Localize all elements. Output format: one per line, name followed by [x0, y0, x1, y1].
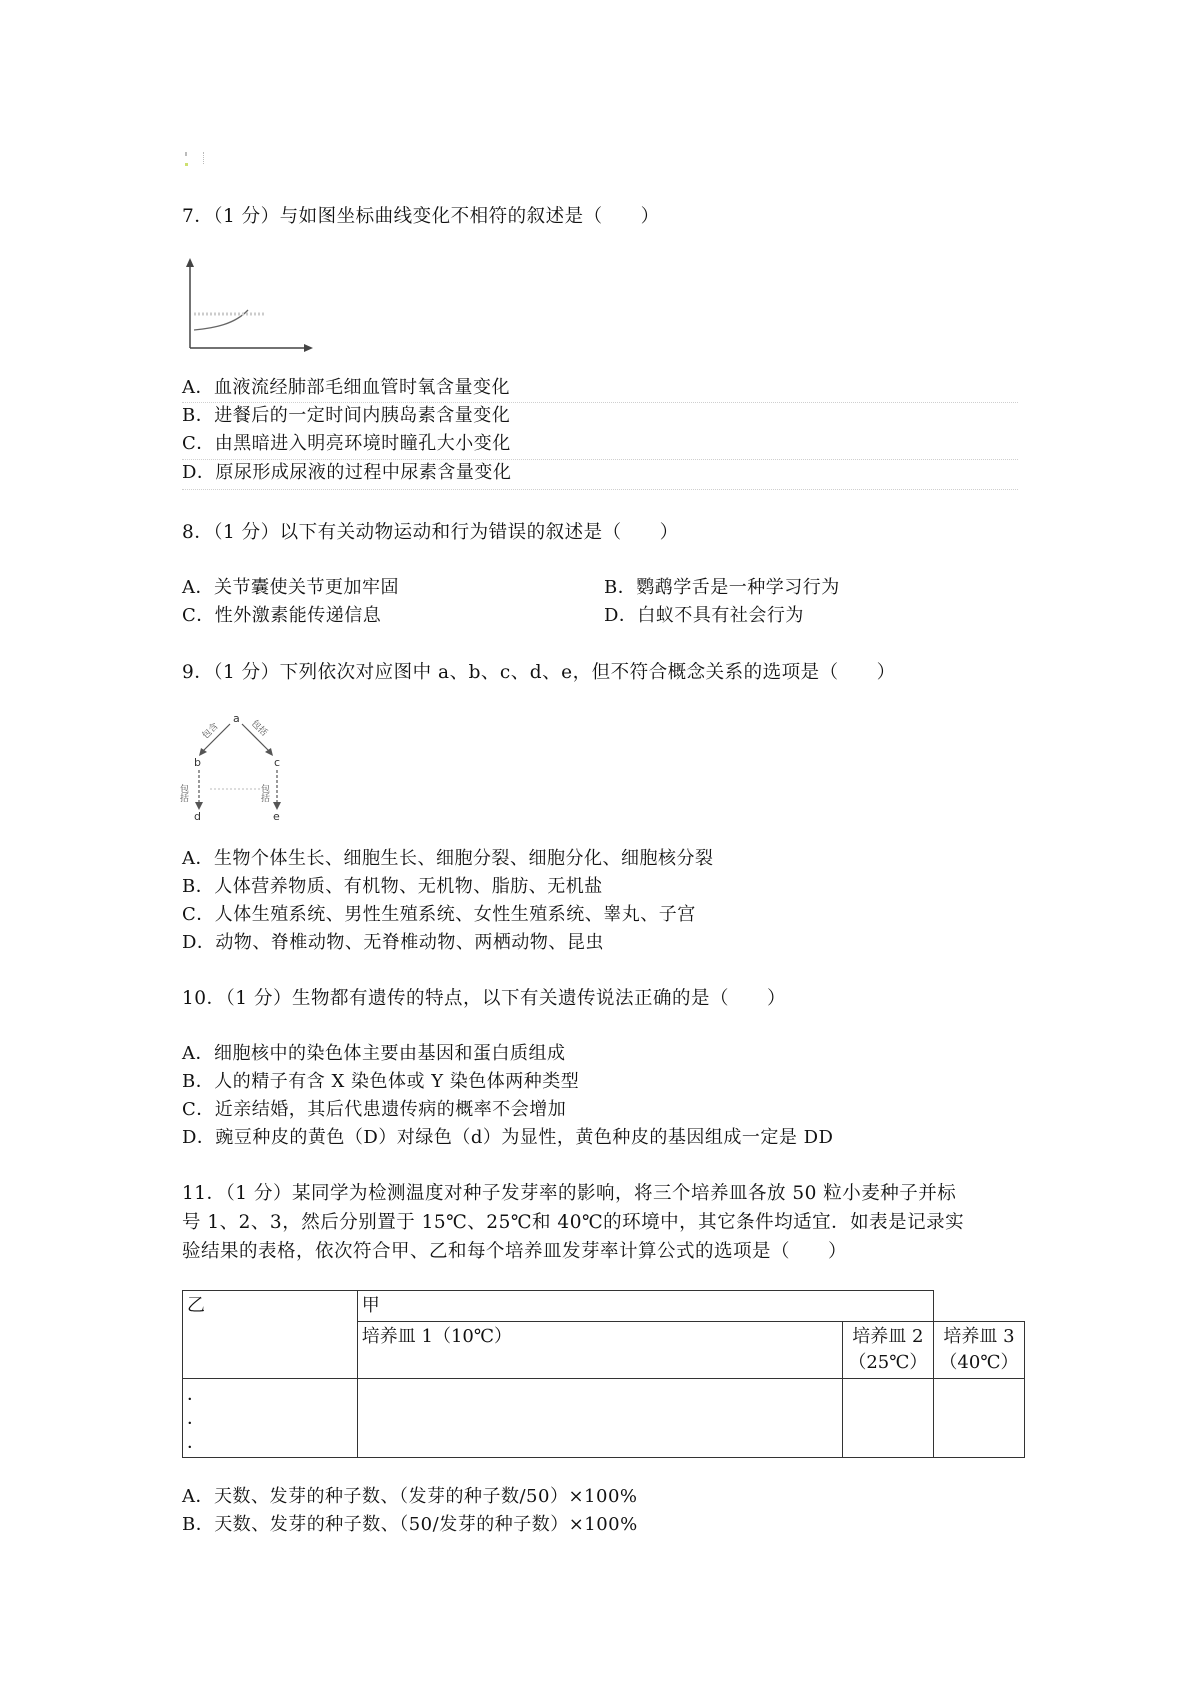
q8-option-b: B．鹦鹉学舌是一种学习行为: [604, 577, 840, 598]
question-9-stem: 9．（1 分）下列依次对应图中 a、b、c、d、e，但不符合概念关系的选项是（ ）: [182, 662, 896, 683]
node-a: a: [233, 712, 240, 725]
q11-option-b: B．天数、发芽的种子数、（50/发芽的种子数）×100%: [182, 1514, 638, 1535]
q10-option-d: D．豌豆种皮的黄色（D）对绿色（d）为显性，黄色种皮的基因组成一定是 DD: [182, 1127, 834, 1148]
q8-option-d: D．白蚁不具有社会行为: [604, 605, 804, 626]
header-dish-1: 培养皿 1（10℃）: [357, 1322, 842, 1379]
empty-cell: [842, 1379, 933, 1458]
question-8-stem: 8．（1 分）以下有关动物运动和行为错误的叙述是（ ）: [182, 522, 679, 543]
question-11-stem-line-2: 号 1、2、3，然后分别置于 15℃、25℃和 40℃的环境中，其它条件均适宜．如表是记录实: [182, 1212, 965, 1233]
dish-2-name: 培养皿 2: [852, 1326, 924, 1347]
left-down-label: 包括: [178, 784, 188, 802]
ellipsis-cell: [183, 1379, 358, 1458]
node-d: d: [194, 810, 201, 823]
dot-3: ．: [187, 1432, 205, 1453]
q9-concept-diagram: [178, 712, 292, 823]
q7-option-a: A．血液流经肺部毛细血管时氧含量变化: [182, 377, 510, 398]
q11-record-table: [182, 1290, 1025, 1458]
header-jia: 甲: [357, 1291, 933, 1322]
q8-option-c: C．性外激素能传递信息: [182, 605, 382, 626]
question-11-stem-line-1: 11．（1 分）某同学为检测温度对种子发芽率的影响，将三个培养皿各放 50 粒小麦种子并标: [182, 1183, 957, 1204]
question-10-stem: 10．（1 分）生物都有遗传的特点，以下有关遗传说法正确的是（ ）: [182, 988, 786, 1009]
dot-2: ．: [187, 1408, 205, 1429]
q9-option-d: D．动物、脊椎动物、无脊椎动物、两栖动物、昆虫: [182, 932, 604, 953]
q7-y-axis-arrow: [186, 258, 194, 267]
question-7-stem: 7．（1 分）与如图坐标曲线变化不相符的叙述是（ ）: [182, 206, 660, 227]
dish-2-temp: （25℃）: [848, 1352, 928, 1373]
q10-option-a: A．细胞核中的染色体主要由基因和蛋白质组成: [182, 1043, 566, 1064]
q9-option-a: A．生物个体生长、细胞生长、细胞分裂、细胞分化、细胞核分裂: [182, 848, 714, 869]
header-dish-2: [842, 1322, 933, 1379]
header-dish-3: [933, 1322, 1024, 1379]
corner-marks: [183, 150, 213, 174]
node-b: b: [194, 756, 201, 769]
header-yi: 乙: [183, 1291, 358, 1379]
dot-1: ．: [187, 1384, 205, 1405]
question-11-stem-line-3: 验结果的表格，依次符合甲、乙和每个培养皿发芽率计算公式的选项是（ ）: [182, 1241, 848, 1262]
dish-3-name: 培养皿 3: [943, 1326, 1015, 1347]
q7-curve-graph: [180, 258, 315, 353]
empty-cell: [933, 1379, 1024, 1458]
q7-option-c: C．由黑暗进入明亮环境时瞳孔大小变化: [182, 433, 511, 454]
q7-x-axis-arrow: [304, 344, 313, 352]
q9-option-c: C．人体生殖系统、男性生殖系统、女性生殖系统、睾丸、子宫: [182, 904, 696, 925]
q10-option-b: B．人的精子有含 X 染色体或 Y 染色体两种类型: [182, 1071, 580, 1092]
dish-3-temp: （40℃）: [939, 1352, 1019, 1373]
table-row: [183, 1291, 1025, 1322]
q8-option-a: A．关节囊使关节更加牢固: [182, 577, 399, 598]
node-e: e: [273, 810, 280, 823]
divider: [182, 489, 1018, 490]
right-relation-label: 包括: [249, 718, 269, 739]
empty-cell: [357, 1379, 842, 1458]
empty-corner: [933, 1291, 1024, 1322]
node-c: c: [274, 756, 281, 769]
q7-option-b: B．进餐后的一定时间内胰岛素含量变化: [182, 405, 511, 426]
q10-option-c: C．近亲结婚，其后代患遗传病的概率不会增加: [182, 1099, 567, 1120]
table-row: [183, 1379, 1025, 1458]
q9-option-b: B．人体营养物质、有机物、无机物、脂肪、无机盐: [182, 876, 603, 897]
right-down-label: 包括: [259, 784, 269, 802]
left-relation-label: 包含: [200, 721, 221, 742]
q11-option-a: A．天数、发芽的种子数、（发芽的种子数/50）×100%: [182, 1486, 638, 1507]
q7-option-d: D．原尿形成尿液的过程中尿素含量变化: [182, 462, 512, 483]
